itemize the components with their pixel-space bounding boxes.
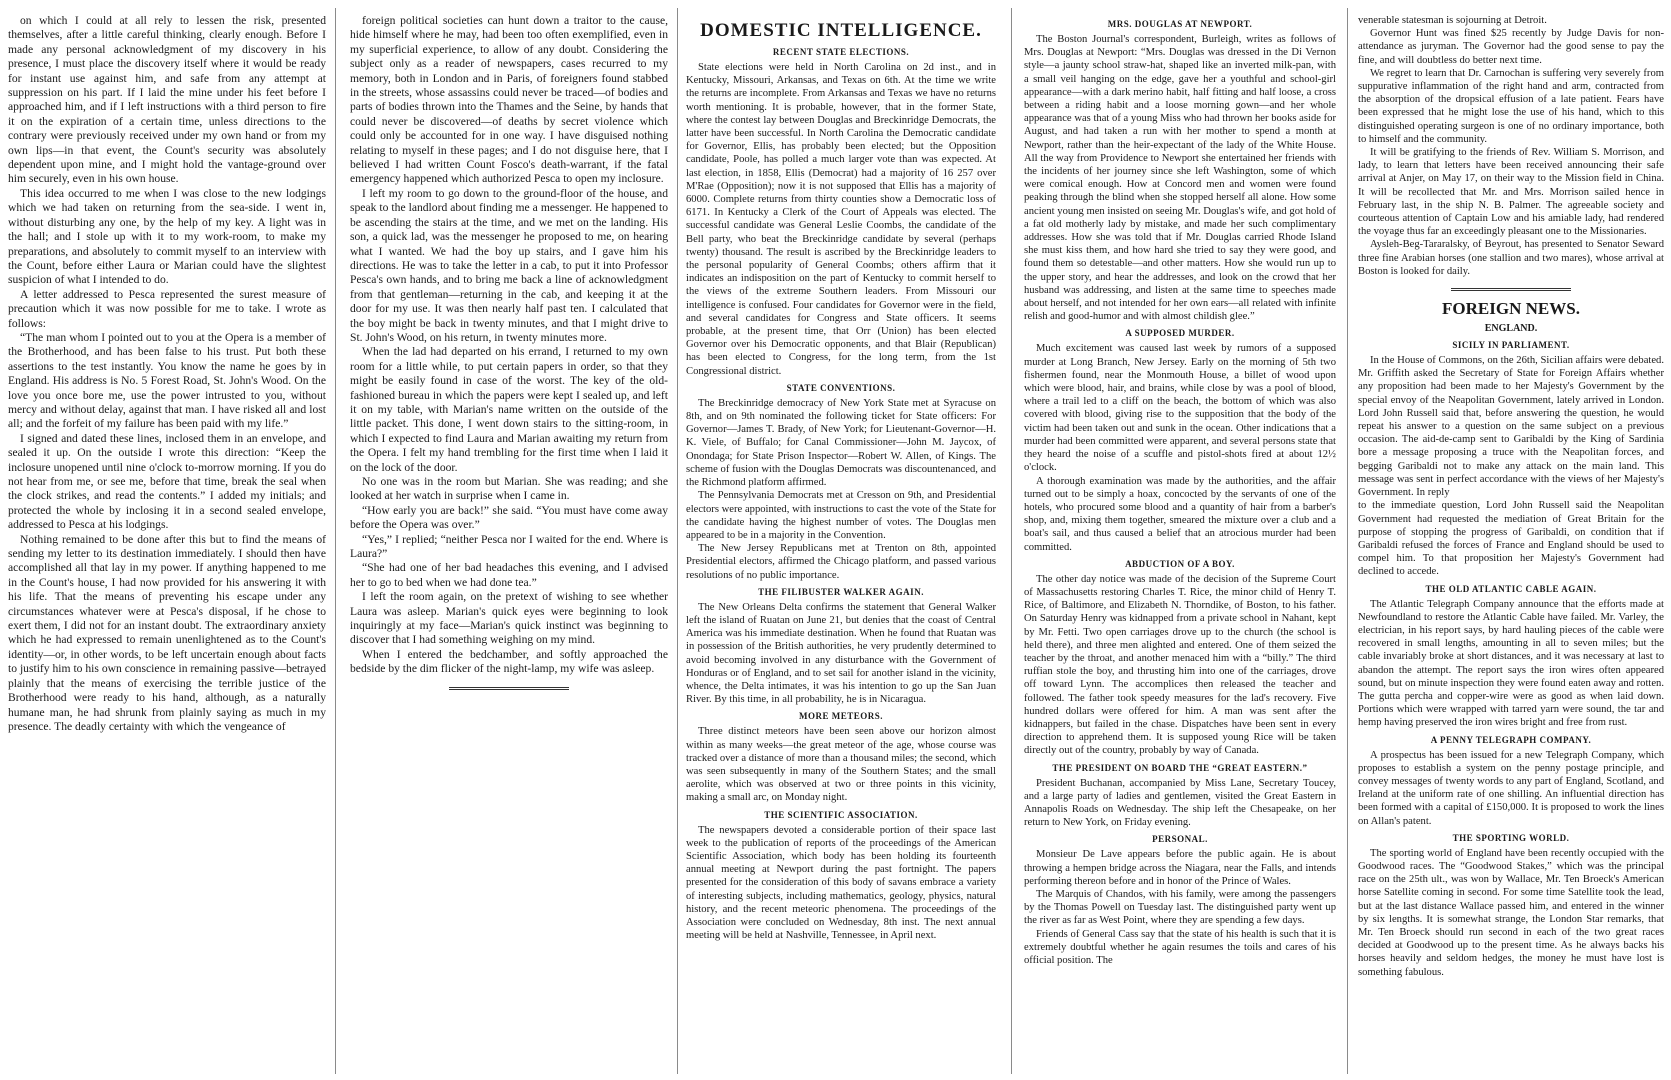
section-subhead: ENGLAND. (1484, 323, 1538, 335)
article-paragraph: The other day notice was made of the decision of the Supreme Court of Massachusetts restoring Charles T. Rice, the minor child of Henry T. Rice, of Baltimore, and Elizabeth N. Thorndike, of Boston, to his father. On Saturday Henry was kidnapped from a private school in Nahant, kept by Mr. Fetti. Two open carriages drove up to the church (the school is held there), and three men alighted and entered. One of them seized the teacher by the throat, and another menaced him with a “billy.” The third ruffian stole the boy, and thrusting him into one of the carriages, drove off toward Lynn. The accomplices then released the teacher and followed. The father took speedy measures for the lad's recovery. Five hundred dollars were offered for him. A man was sent after the kidnappers, but failed in the chase. Dispatches have been sent in every direction to apprehend them. It is supposed young Rice will be taken directly out of the country, probably by way of Canada. (1024, 573, 1336, 757)
article-paragraph: Monsieur De Lave appears before the public again. He is about throwing a hempen bridge across the Niagara, near the Falls, and intends performing thereon before and in honor of the Prince of Wales. (1024, 849, 1336, 887)
article-paragraph: The newspapers devoted a considerable portion of their space last week to the publication of reports of the proceedings of the American Scientific Association, which body has been holding its fourteenth annual meeting at Newport during the past fortnight. The papers presented for the consideration of this body of savans embrace a variety of interesting subjects, including mathematics, geology, physics, natural history, and the recent meteoric phenomena. The proceedings of the Association were concluded on Wednesday, 8th inst. The next annual meeting will be held at Nashville, Tennessee, in April next. (686, 824, 996, 942)
news-column-5 (1358, 14, 1664, 1068)
article-paragraph: The New Orleans Delta confirms the statement that General Walker left the island of Ruatan on June 21, but denies that the coast of Central America was his immediate destination. When he found that Ruatan was in possession of the British authorities, he very prudently determined to avoid becoming involved in any disturbance with the Government of Honduras or of England, and to set sail for another island in the vicinity, whence, the Delta intimates, it was his intention to go up the San Juan River. By this time, in all probability, he is in Nicaragua. (686, 601, 996, 706)
story-paragraph: “The man whom I pointed out to you at the Opera is a member of the Brotherhood, and has been false to his trust. Put both these assertions to the test instantly. You know the name he goes by in England. His address is No. 5 Forest Road, St. John's Wood. On the love you once bore me, use the power intrusted to you, without mercy and without delay, against that man. I have risked all and lost all; and the forfeit of my failure has been paid with my life.” (8, 330, 326, 431)
article-paragraph: Aysleh-Beg-Tararalsky, of Beyrout, has presented to Senator Seward three fine Arabian horses (one stallion and two mares), whose arrival at Boston is looked for daily. (1358, 239, 1664, 277)
story-paragraph: I left the room again, on the pretext of wishing to see whether Laura was asleep. Marian's quick eyes were beginning to look inquiringly at my face—Marian's quick instinct was beginning to discover that I had something weighing on my mind. (350, 590, 668, 647)
story-paragraph: I left my room to go down to the ground-floor of the house, and speak to the landlord about finding me a messenger. He happened to be ascending the stairs at the time, and we met on the landing. His son, a quick lad, was the messenger he proposed to me, on hearing what I wanted. We had the boy up stairs, and I gave him his directions. He was to take the letter in a cab, to put it into Professor Pesca's own hands, and to bring me back a line of acknowledgment from that gentleman—returning in the cab, and keeping it at the door for my use. It was then nearly half past ten. I calculated that the boy might be back in twenty minutes, and that I might drive to St. John's Wood, on his return, in twenty minutes more. (350, 186, 668, 344)
article-heading: PERSONAL. (1152, 834, 1208, 845)
article-paragraph: to the immediate question, Lord John Russell said the Neapolitan Government had requested the mediation of Great Britain for the purpose of stopping the progress of Garibaldi, on condition that if Garibaldi refused the forces of France and England should be used to compel him. To that proposition her Majesty's Government had declined to accede. (1358, 500, 1664, 578)
article-paragraph: venerable statesman is sojourning at Detroit. (1358, 15, 1547, 26)
article-heading: STATE CONVENTIONS. (786, 382, 896, 393)
story-paragraph: No one was in the room but Marian. She was reading; and she looked at her watch in surprise when I came in. (350, 475, 668, 503)
article-paragraph: President Buchanan, accompanied by Miss Lane, Secretary Toucey, and a large party of ladies and gentlemen, visited the Great Eastern in Annapolis Roads on Wednesday. The ship left the Chesapeake, on her return to New York, on Friday evening. (1024, 777, 1336, 829)
section-masthead: FOREIGN NEWS. (1442, 299, 1580, 319)
article-paragraph: It will be gratifying to the friends of Rev. William S. Morrison, and lady, to learn that letters have been received announcing their safe arrival at Anjer, on May 17, on their way to the Mission field in China. It will be recollected that Mr. and Mrs. Morrison sailed hence in February last, in the ship N. B. Palmer. The agreeable society and courteous attention of Captain Low and his amiable lady, had rendered the voyage thus far an exceedingly pleasant one to the Missionaries. (1358, 147, 1664, 238)
story-paragraph: on which I could at all rely to lessen the risk, presented themselves, after a little careful thinking, clearly enough. Before I made any personal acknowledgment of my discovery in his presence, I must place the discovery itself where it would be ready for instant use against him, and safe from any attempt at suppression on his part. If I laid the mine under his feet before I approached him, and if I left instructions with a third person to fire it on the expiration of a certain time, unless directions to the contrary were previously received under my own hand or from my own lips—in that event, the Count's security was absolutely dependent upon mine, and I might hold the vantage-ground over him securely, even in his own house. (8, 14, 326, 186)
story-paragraph: “How early you are back!” she said. “You must have come away before the Opera was over.” (350, 503, 668, 532)
article-heading: A PENNY TELEGRAPH COMPANY. (1430, 734, 1592, 745)
article-paragraph: The Marquis of Chandos, with his family, were among the passengers by the Thomas Powell on Tuesday last. The distinguished party went up the river as far as West Point, where they are spending a few days. (1024, 888, 1336, 927)
article-paragraph: Governor Hunt was fined $25 recently by Judge Davis for non-attendance as juryman. The Governor had the good sense to pay the fine, and will doubtless do better next time. (1358, 28, 1664, 66)
article-paragraph: A thorough examination was made by the authorities, and the affair turned out to be simply a hoax, concocted by the servants of one of the hotels, who procured some blood and a quantity of hair from a barber's shop, and, mixing them together, smeared the mixture over a club and a boat's sail, and thus caused a belief that an atrocious murder had been committed. (1024, 475, 1336, 553)
story-paragraph: foreign political societies can hunt down a traitor to the cause, hide himself where he may, had been too often exemplified, even in my superficial experience, to allow of any doubt. Considering the subject only as a reader of newspapers, cases recurred to my memory, both in London and in Paris, of foreigners found stabbed in the streets, whose assassins could never be traced—of bodies and parts of bodies thrown into the Thames and the Seine, by hands that could never be discovered—of deaths by secret violence which could only be accounted for in one way. I have disguised nothing relating to myself in these pages; and I do not disguise here, that I believed I had written Count Fosco's death-warrant, if the fatal emergency happened which authorized Pesca to open my inclosure. (350, 14, 668, 186)
article-heading: THE SCIENTIFIC ASSOCIATION. (764, 809, 918, 820)
story-paragraph: A letter addressed to Pesca represented the surest measure of precaution which it was now possible for me to take. I wrote as follows: (8, 287, 326, 330)
story-column-1 (8, 14, 326, 1068)
story-paragraph: I signed and dated these lines, inclosed them in an envelope, and sealed it up. On the outside I wrote this direction: “Keep the inclosure unopened until nine o'clock to-morrow morning. If you do not hear from me, or see me, before that time, break the seal when the clock strikes, and read the contents.” I added my initials; and protected the whole by inclosing it in a second sealed envelope, addressed to Pesca at his lodgings. (8, 431, 326, 532)
article-heading: MRS. DOUGLAS AT NEWPORT. (1107, 19, 1253, 29)
article-paragraph: The Pennsylvania Democrats met at Cresson on 9th, and Presidential electors were appointed, with instructions to cast the vote of the State for the candidate having the highest number of votes. The Douglas men appeared to be in a majority in the Convention. (686, 490, 996, 541)
end-rule (449, 687, 569, 690)
article-paragraph: In the House of Commons, on the 26th, Sicilian affairs were debated. Mr. Griffith asked the Secretary of State for Foreign Affairs whether any proposition had been made to her Majesty's Government by the special envoy of the Neapolitan Government, lately arrived in London. Lord John Russell said that, before answering the question, he would repeat his answer to a question on the same subject on a previous occasion. The aid-de-camp sent to Garibaldi by the King of Sardinia bore a message proposing a truce with the Neapolitan forces, and begging Garibaldi not to make any attack on the main land. This message was sent in perfect accordance with the views of her Majesty's Government. In reply (1358, 355, 1664, 499)
article-paragraph: The sporting world of England have been recently occupied with the Goodwood races. The “Goodwood Stakes,” which was the principal race on the 25th ult., was won by Wallace, Mr. Ten Broeck's American horse Satellite coming in second. For some time Satellite took the lead, but at the last distance Wallace passed him, and entered in the winner by six lengths. It is somewhat strange, the London Star remarks, that Mr. Ten Broeck should run second in each of the two great races decided at Goodwood up to the present time. As he always backs his horses heavily and seldom hedges, the money he must have lost is something fabulous. (1358, 847, 1664, 978)
article-paragraph: The Boston Journal's correspondent, Burleigh, writes as follows of Mrs. Douglas at Newport: “Mrs. Douglas was dressed in the Di Vernon style—a jaunty school straw-hat, shaped like an inverted milk-pan, with a small veil hanging on the edge, gave her a youthful and school-girl appearance—with a dark merino habit, half fitting and half loose, a cross between a riding habit and a loose morning gown—and her whole appearance was that of a young Miss who had thrown her books aside for August, and had taken a run with her mother to spend a month at Newport, rather than the heir-expectant of the lady of the White House. All the way from Providence to Newport she entertained her friends with the incidents of her journey since she left Washington, some of which were comical enough. How at Concord men and women were found peaking through the blind when she stopped herself all alone. How some ancient young men insisted on seeing Mr. Douglas's wife, and got hold of a fat old motherly lady by mistake, and made her such complimentary addresses. How she was told that if Mr. Douglas carried Rhode Island she must kiss them, and how hard she tried to say they were good, and found them so detestable—and other matters. How she would run up to the upper story, and hear the addresses, and look on the crowd that her husband was addressing, and listen at the same time to speeches made about herself, and not intended for her own ears—all related with infinite relish and good-humor and with almost childish glee.” (1024, 34, 1336, 323)
article-heading: A SUPPOSED MURDER. (1125, 328, 1235, 339)
story-paragraph: Nothing remained to be done after this but to find the means of sending my letter to its destination immediately. I should then have accomplished all that lay in my power. If anything happened to me in the Count's house, I had now provided for his answering it with his life. That the means of preventing his escape under any circumstances whatever were at Pesca's disposal, if he chose to exert them, I did not for an instant doubt. The extraordinary anxiety which he had expressed to remain unenlightened as to the Count's identity—or, in other words, to be left uncertain enough about facts to justify him to his own conscience in remaining passive—betrayed plainly that the means of exercising the terrible justice of the Brotherhood were ready to his hand, although, as a naturally humane man, he had shrunk from plainly saying as much in my presence. The deadly certainty with which the vengeance of (8, 532, 326, 733)
article-paragraph: State elections were held in North Carolina on 2d inst., and in Kentucky, Missouri, Arkansas, and Texas on 6th. At the time we write the returns are incomplete. From Arkansas and Texas we have no returns worth mentioning. It is probable, however, that in the former State, where the contest lay between Douglas and Breckinridge Democrats, the latter have been successful. In North Carolina the Democratic candidate for Governor, Ellis, has probably been elected; but the Opposition candidate, Poole, has polled a much larger vote than was expected. At last election, in 1858, Ellis (Democrat) had a majority of 16 257 over M'Rae (Opposition); now it is not supposed that Ellis has a majority of 6000. Complete returns from thirty counties show a Democratic loss of 6171. In Kentucky a Clerk of the Court of Appeals was elected. The successful candidate was General Leslie Coombs, the candidate of the Bell party, who beat the Breckinridge candidate by several (perhaps twenty) thousand. The result is ascribed by the Breckinridge leaders to the personal popularity of General Coombs; others affirm that it indicates an indisposition on the part of Kentucky to commit herself to the views of the extreme Southern leaders. From Missouri our intelligence is confused. Four candidates for Governor were in the field, and several candidates for Congress and State officers. It seems probable, at the present time, that Orr (Union) has been elected Governor over his Democratic opponents, and that Blair (Republican) has been elected to Congress, for the long term, from the 1st Congressional district. (686, 62, 996, 377)
article-paragraph: The Breckinridge democracy of New York State met at Syracuse on 8th, and on 9th nominated the following ticket for State officers: For Governor—James T. Brady, of New York; for Lieutenant-Governor—H. K. Viele, of Buffalo; for Canal Commissioner—John M. Jaycox, of Onondaga; for State Prison Inspector—Robert W. Allen, of Kings. The scheme of fusion with the Douglas Democrats was discountenanced, and the Richmond platform affirmed. (686, 397, 996, 489)
story-paragraph: “Yes,” I replied; “neither Pesca nor I waited for the end. Where is Laura?” (350, 532, 668, 561)
domestic-intelligence-column (686, 14, 996, 1068)
news-column-4 (1024, 14, 1336, 1068)
article-paragraph: Friends of General Cass say that the state of his health is such that it is extremely doubtful whether he again resumes the toils and cares of his official position. The (1024, 928, 1336, 966)
story-paragraph: When the lad had departed on his errand, I returned to my own room for a little while, to put certain papers in order, so that they might be easily found in case of the worst. The key of the old-fashioned bureau in which the papers were kept I sealed up, and left it on my table, with Marian's name written on the outside of the little packet. This done, I went down stairs to the sitting-room, in which I expected to find Laura and Marian awaiting my return from the Opera. I felt my hand trembling for the first time when I laid it on the lock of the door. (350, 345, 668, 474)
article-paragraph: Three distinct meteors have been seen above our horizon almost within as many weeks—the great meteor of the age, whose course was tracked over a distance of more than a thousand miles; the second, which was seen subsequently in many of the Southern States; and the small aerolite, which was observed at two or three points in this vicinity, making a small arc, on Monday night. (686, 726, 996, 804)
article-heading: THE FILIBUSTER WALKER AGAIN. (758, 586, 924, 597)
article-heading: MORE METEORS. (798, 711, 883, 722)
story-paragraph: When I entered the bedchamber, and softly approached the bedside by the dim flicker of the night-lamp, my wife was asleep. (350, 647, 668, 676)
column-rule (335, 8, 336, 1074)
story-paragraph: “She had one of her bad headaches this evening, and I advised her to go to bed when we had done tea.” (350, 561, 668, 589)
article-heading: THE OLD ATLANTIC CABLE AGAIN. (1425, 583, 1597, 594)
section-rule (1451, 288, 1571, 291)
article-heading: RECENT STATE ELECTIONS. (772, 47, 910, 57)
section-masthead: DOMESTIC INTELLIGENCE. (700, 20, 982, 41)
article-heading: ABDUCTION OF A BOY. (1125, 558, 1235, 569)
article-heading: THE PRESIDENT ON BOARD THE “GREAT EASTERN.” (1052, 762, 1308, 773)
article-heading: THE SPORTING WORLD. (1452, 832, 1570, 843)
column-rule (677, 8, 678, 1074)
article-paragraph: We regret to learn that Dr. Carnochan is suffering very severely from suppurative inflammation of the right hand and arm, contracted from the absorption of the dropsical effusion of a late patient. Fears have been expressed that he might lose the use of his hand, which to this distinguished operating surgeon is one of no ordinary importance, both to himself and the community. (1358, 67, 1664, 145)
article-heading: SICILY IN PARLIAMENT. (1452, 340, 1570, 351)
article-paragraph: A prospectus has been issued for a new Telegraph Company, which proposes to establish a system on the penny postage principle, and convey messages of twenty words to any part of England, Scotland, and Ireland at the uniform rate of one shilling. An influential direction has been formed with a capital of £150,000. It is proposed to work the lines on Allan's patent. (1358, 749, 1664, 827)
article-paragraph: The Atlantic Telegraph Company announce that the efforts made at Newfoundland to restore the Atlantic Cable have failed. Mr. Varley, the electrician, in his report says, by hard hauling pieces of the cable were recovered in small lengths, amounting in all to seven miles; but the cable invariably broke at short distances, and it was necessary at last to abandon the attempt. The report says the iron wires often appeared sound, but on minute inspection they were found eaten away and rotten. The gutta percha and copper-wire were as good as when laid down. Portions which were wrapped with tarred yarn were sound, the tar and hemp having preserved the iron wires bright and free from rust. (1358, 598, 1664, 729)
column-rule (1011, 8, 1012, 1074)
article-paragraph: The New Jersey Republicans met at Trenton on 8th, appointed Presidential electors, affirmed the Chicago platform, and passed various resolutions of no public importance. (686, 543, 996, 581)
story-column-2 (350, 14, 668, 1068)
story-paragraph: This idea occurred to me when I was close to the new lodgings which we had taken on returning from the sea-side. I went in, without disturbing any one, by the help of my key. A light was in the hall; and I stole up with it to my work-room, to make my preparations, and absolutely to commit myself to an interview with the Count, before either Laura or Marian could have the slightest suspicion of what I intended to do. (8, 186, 326, 287)
column-rule (1347, 8, 1348, 1074)
article-paragraph: Much excitement was caused last week by rumors of a supposed murder at Long Branch, New Jersey. Early on the morning of 5th two fishermen found, near the Monmouth House, a billet of wood upon which were blood, hair, and brains, while close by was a pool of blood, where a trail led to a cliff on the beach, the bottom of which was also covered with blood, giving rise to the supposition that the body of the victim had been taken out and sunk in the ocean. Other indications that a murder had been committed were apparent, and several persons state that they heard the noise of a scuffle and pistol-shots fired at about 12½ o'clock. (1024, 343, 1336, 474)
